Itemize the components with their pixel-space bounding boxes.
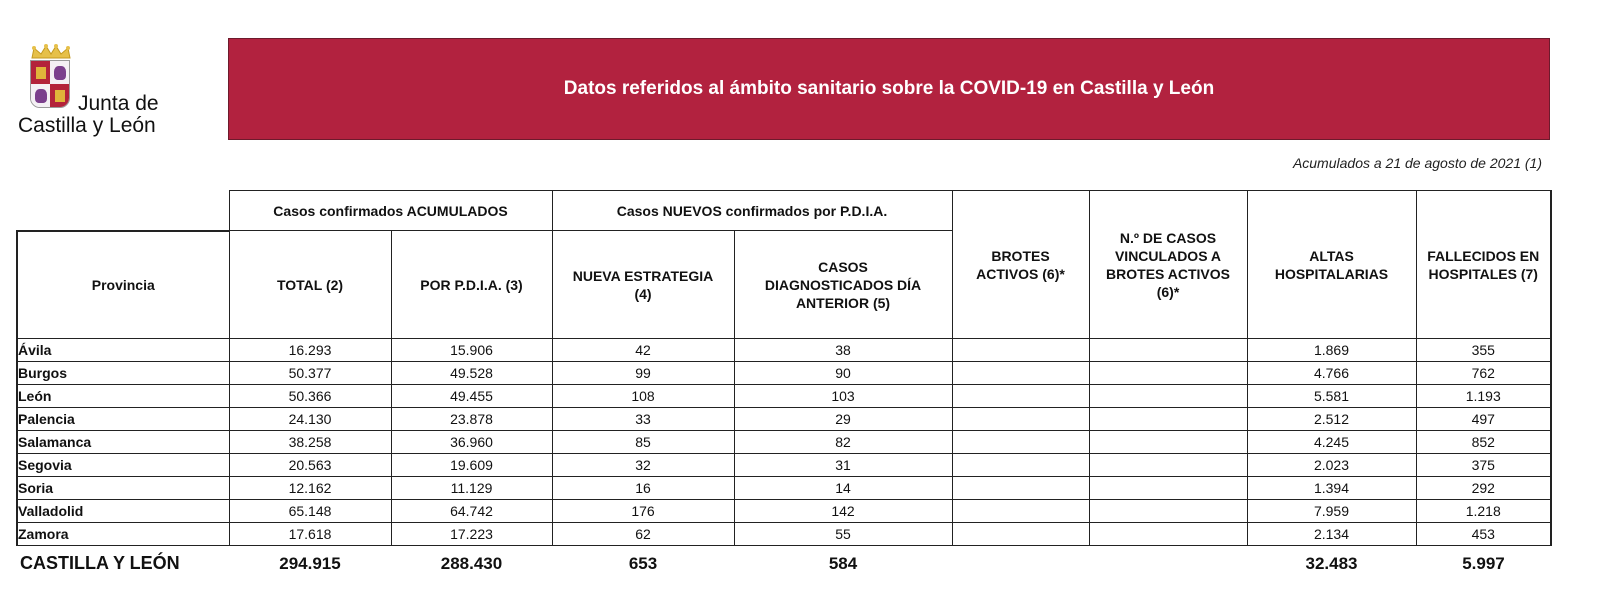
- col-header-vinculados: N.º DE CASOS VINCULADOS A BROTES ACTIVOS (6)*: [1089, 191, 1247, 339]
- cell-por-pdia: 49.528: [391, 362, 552, 385]
- cell-brotes: [952, 454, 1089, 477]
- cell-provincia: Ávila: [17, 339, 229, 362]
- table-row: [17, 477, 1551, 500]
- cell-total: 50.366: [229, 385, 391, 408]
- total-fallecidos: 5.997: [1462, 553, 1505, 573]
- cell-brotes: [952, 362, 1089, 385]
- cell-por-pdia: 17.223: [391, 523, 552, 546]
- table-row: [17, 408, 1551, 431]
- cell-vinculados: [1089, 477, 1247, 500]
- cell-altas: 1.869: [1247, 339, 1416, 362]
- col-header-total: TOTAL (2): [229, 231, 391, 339]
- cell-fallecidos: 1.193: [1416, 385, 1551, 408]
- cell-altas: 1.394: [1247, 477, 1416, 500]
- cell-nueva: 176: [552, 500, 734, 523]
- cell-brotes: [952, 339, 1089, 362]
- cell-total: 65.148: [229, 500, 391, 523]
- total-diag: 584: [828, 553, 858, 573]
- cell-total: 50.377: [229, 362, 391, 385]
- junta-logo: [16, 40, 216, 140]
- cell-altas: 2.134: [1247, 523, 1416, 546]
- cell-vinculados: [1089, 523, 1247, 546]
- logo-text-line1: Junta de: [78, 92, 159, 115]
- cell-por-pdia: 11.129: [391, 477, 552, 500]
- crown-icon: [30, 44, 72, 60]
- cell-nueva: 42: [552, 339, 734, 362]
- cell-diag: 14: [734, 477, 952, 500]
- table-row: [17, 431, 1551, 454]
- cell-diag: 142: [734, 500, 952, 523]
- castle-icon: [31, 61, 50, 84]
- cell-fallecidos: 375: [1416, 454, 1551, 477]
- cell-brotes: [952, 523, 1089, 546]
- cell-nueva: 33: [552, 408, 734, 431]
- cell-total: 16.293: [229, 339, 391, 362]
- cell-total: 38.258: [229, 431, 391, 454]
- cell-provincia: León: [17, 385, 229, 408]
- total-row: [17, 546, 1551, 578]
- cell-vinculados: [1089, 454, 1247, 477]
- lion-icon: [50, 61, 69, 84]
- cell-altas: 2.512: [1247, 408, 1416, 431]
- cell-provincia: Soria: [17, 477, 229, 500]
- cell-por-pdia: 64.742: [391, 500, 552, 523]
- cell-diag: 103: [734, 385, 952, 408]
- cell-fallecidos: 292: [1416, 477, 1551, 500]
- cell-provincia: Salamanca: [17, 431, 229, 454]
- cell-por-pdia: 36.960: [391, 431, 552, 454]
- col-header-nueva-estrategia: NUEVA ESTRATEGIA (4): [552, 231, 734, 339]
- cell-brotes: [952, 500, 1089, 523]
- total-vinculados: [1089, 546, 1247, 578]
- cell-diag: 90: [734, 362, 952, 385]
- total-total: 294.915: [279, 553, 341, 573]
- cell-altas: 2.023: [1247, 454, 1416, 477]
- cell-por-pdia: 19.609: [391, 454, 552, 477]
- page-title: Datos referidos al ámbito sanitario sobre la COVID-19 en Castilla y León: [563, 78, 1215, 99]
- cell-vinculados: [1089, 362, 1247, 385]
- col-header-casos-diagnosticados: CASOS DIAGNOSTICADOS DÍA ANTERIOR (5): [734, 231, 952, 339]
- title-banner: [228, 38, 1550, 140]
- cell-vinculados: [1089, 385, 1247, 408]
- cell-nueva: 16: [552, 477, 734, 500]
- cell-fallecidos: 762: [1416, 362, 1551, 385]
- cell-fallecidos: 852: [1416, 431, 1551, 454]
- cell-brotes: [952, 385, 1089, 408]
- cell-diag: 31: [734, 454, 952, 477]
- logo-text-line2: Castilla y León: [18, 114, 156, 137]
- total-label: CASTILLA Y LEÓN: [20, 553, 180, 574]
- cell-vinculados: [1089, 431, 1247, 454]
- date-subtitle: Acumulados a 21 de agosto de 2021 (1): [1292, 155, 1542, 171]
- col-header-altas: ALTAS HOSPITALARIAS: [1247, 191, 1416, 339]
- coat-of-arms-icon: [30, 60, 70, 108]
- cell-diag: 38: [734, 339, 952, 362]
- total-brotes: [952, 546, 1089, 578]
- col-header-provincia: Provincia: [17, 231, 229, 339]
- cell-nueva: 62: [552, 523, 734, 546]
- total-nueva: 653: [628, 553, 658, 573]
- col-header-fallecidos: FALLECIDOS EN HOSPITALES (7): [1416, 191, 1551, 339]
- cell-por-pdia: 23.878: [391, 408, 552, 431]
- cell-brotes: [952, 431, 1089, 454]
- cell-por-pdia: 49.455: [391, 385, 552, 408]
- cell-vinculados: [1089, 408, 1247, 431]
- cell-nueva: 85: [552, 431, 734, 454]
- cell-total: 17.618: [229, 523, 391, 546]
- cell-nueva: 32: [552, 454, 734, 477]
- cell-altas: 5.581: [1247, 385, 1416, 408]
- cell-total: 20.563: [229, 454, 391, 477]
- cell-fallecidos: 355: [1416, 339, 1551, 362]
- cell-fallecidos: 1.218: [1416, 500, 1551, 523]
- cell-diag: 82: [734, 431, 952, 454]
- cell-brotes: [952, 408, 1089, 431]
- group-header-nuevos: Casos NUEVOS confirmados por P.D.I.A.: [552, 191, 952, 231]
- covid-data-table: [16, 190, 1552, 578]
- group-header-acumulados: Casos confirmados ACUMULADOS: [229, 191, 552, 231]
- cell-brotes: [952, 477, 1089, 500]
- cell-vinculados: [1089, 339, 1247, 362]
- cell-fallecidos: 497: [1416, 408, 1551, 431]
- col-header-por-pdia: POR P.D.I.A. (3): [391, 231, 552, 339]
- cell-por-pdia: 15.906: [391, 339, 552, 362]
- cell-diag: 55: [734, 523, 952, 546]
- col-header-brotes: BROTES ACTIVOS (6)*: [952, 191, 1089, 339]
- header-spacer: [17, 191, 229, 231]
- cell-total: 24.130: [229, 408, 391, 431]
- cell-provincia: Zamora: [17, 523, 229, 546]
- table-row: [17, 523, 1551, 546]
- total-por-pdia: 288.430: [440, 553, 503, 573]
- cell-fallecidos: 453: [1416, 523, 1551, 546]
- cell-altas: 7.959: [1247, 500, 1416, 523]
- castle-icon: [50, 84, 69, 107]
- cell-total: 12.162: [229, 477, 391, 500]
- cell-provincia: Burgos: [17, 362, 229, 385]
- cell-vinculados: [1089, 500, 1247, 523]
- cell-altas: 4.245: [1247, 431, 1416, 454]
- table-row: [17, 362, 1551, 385]
- table-row: [17, 339, 1551, 362]
- lion-icon: [31, 84, 50, 107]
- cell-provincia: Valladolid: [17, 500, 229, 523]
- table-row: [17, 500, 1551, 523]
- cell-provincia: Palencia: [17, 408, 229, 431]
- total-altas: 32.483: [1305, 553, 1358, 573]
- cell-provincia: Segovia: [17, 454, 229, 477]
- cell-altas: 4.766: [1247, 362, 1416, 385]
- cell-nueva: 108: [552, 385, 734, 408]
- table-row: [17, 385, 1551, 408]
- cell-diag: 29: [734, 408, 952, 431]
- table-row: [17, 454, 1551, 477]
- cell-nueva: 99: [552, 362, 734, 385]
